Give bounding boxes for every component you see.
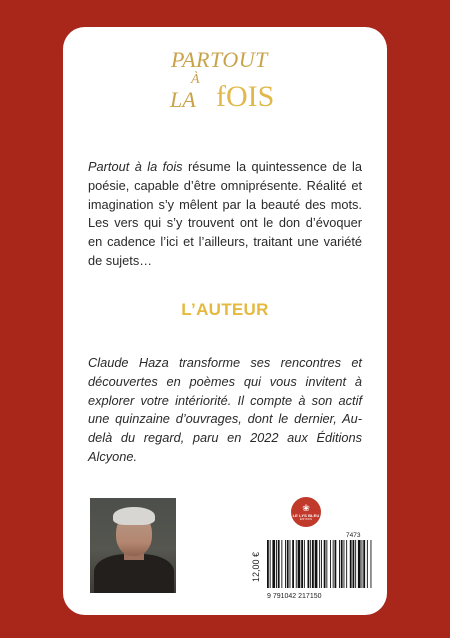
barcode-bar (362, 540, 363, 588)
barcode-bar (353, 540, 355, 588)
barcode-bar (341, 540, 343, 588)
author-heading: L’AUTEUR (181, 300, 269, 319)
publisher-logo (291, 497, 321, 527)
logo-word-partout: PARTOUT (171, 47, 268, 72)
barcode-bar (371, 540, 372, 588)
barcode-bar (270, 540, 271, 588)
barcode-bar (367, 540, 368, 588)
book-title-logo (63, 49, 387, 121)
price-label (249, 542, 263, 592)
barcode-bar (346, 540, 347, 588)
publisher-sub: ÉDITIONS (299, 517, 313, 521)
book-summary-text: résume la quintessence de la poésie, capable d’être omniprésente. Réalité et imagination s’y mêlent par la beauté des mots. Les vers qui s’y trouvent ont le don d’évoquer en cadence l’ici et l’ailleurs, traitant une variété de sujets… (88, 159, 363, 268)
barcode-bar (339, 540, 340, 588)
book-summary (88, 158, 362, 271)
barcode-bar (324, 540, 326, 588)
barcode-bar (319, 540, 320, 588)
barcode-bar (363, 540, 365, 588)
isbn-number: 9 791042 217150 (267, 593, 322, 600)
author-bio: Claude Haza transforme ses rencontres et découvertes en poèmes qui vous invitent à explorer votre intériorité. Il compte à son actif une quinzaine d’ouvrages, dont le dernier, Au-delà du regard, paru en 2022 aux Éditions Alcyone. (88, 355, 362, 464)
author-photo (90, 498, 176, 593)
book-title-inline: Partout à la fois (88, 159, 183, 174)
barcode-bar (330, 540, 331, 588)
barcode-bar (290, 540, 291, 588)
barcode-bar (315, 540, 318, 588)
barcode-bar (355, 540, 356, 588)
barcode-bar (301, 540, 303, 588)
barcode-bar (298, 540, 301, 588)
barcode-bar (281, 540, 282, 588)
barcode-bar (304, 540, 305, 588)
barcode-bar (344, 540, 345, 588)
barcode-bar (321, 540, 322, 588)
barcode (265, 540, 375, 600)
publisher-name: LE LYS BLEU (292, 512, 320, 518)
barcode-bar (312, 540, 314, 588)
barcode-block (249, 532, 377, 602)
barcode-bar (335, 540, 337, 588)
barcode-bar (285, 540, 286, 588)
barcode-bar (278, 540, 280, 588)
barcode-bar (326, 540, 327, 588)
barcode-bar (296, 540, 297, 588)
barcode-bar (267, 540, 269, 588)
barcode-bars (267, 540, 371, 588)
logo-word-la: LA (170, 87, 196, 112)
barcode-bar (350, 540, 352, 588)
product-code: 7473 (346, 532, 361, 539)
price-text: 12,00 € (251, 551, 261, 583)
barcode-bar (310, 540, 311, 588)
barcode-bar (308, 540, 310, 588)
barcode-bar (358, 540, 361, 588)
photo-hair (113, 507, 155, 525)
back-cover-card (63, 27, 387, 615)
logo-word-a: À (191, 72, 200, 87)
lily-icon: ❀ (302, 502, 310, 513)
barcode-bar (276, 540, 277, 588)
barcode-bar (272, 540, 275, 588)
logo-word-fois: fOIS (216, 80, 275, 113)
barcode-bar (292, 540, 294, 588)
barcode-bar (287, 540, 289, 588)
barcode-bar (333, 540, 334, 588)
